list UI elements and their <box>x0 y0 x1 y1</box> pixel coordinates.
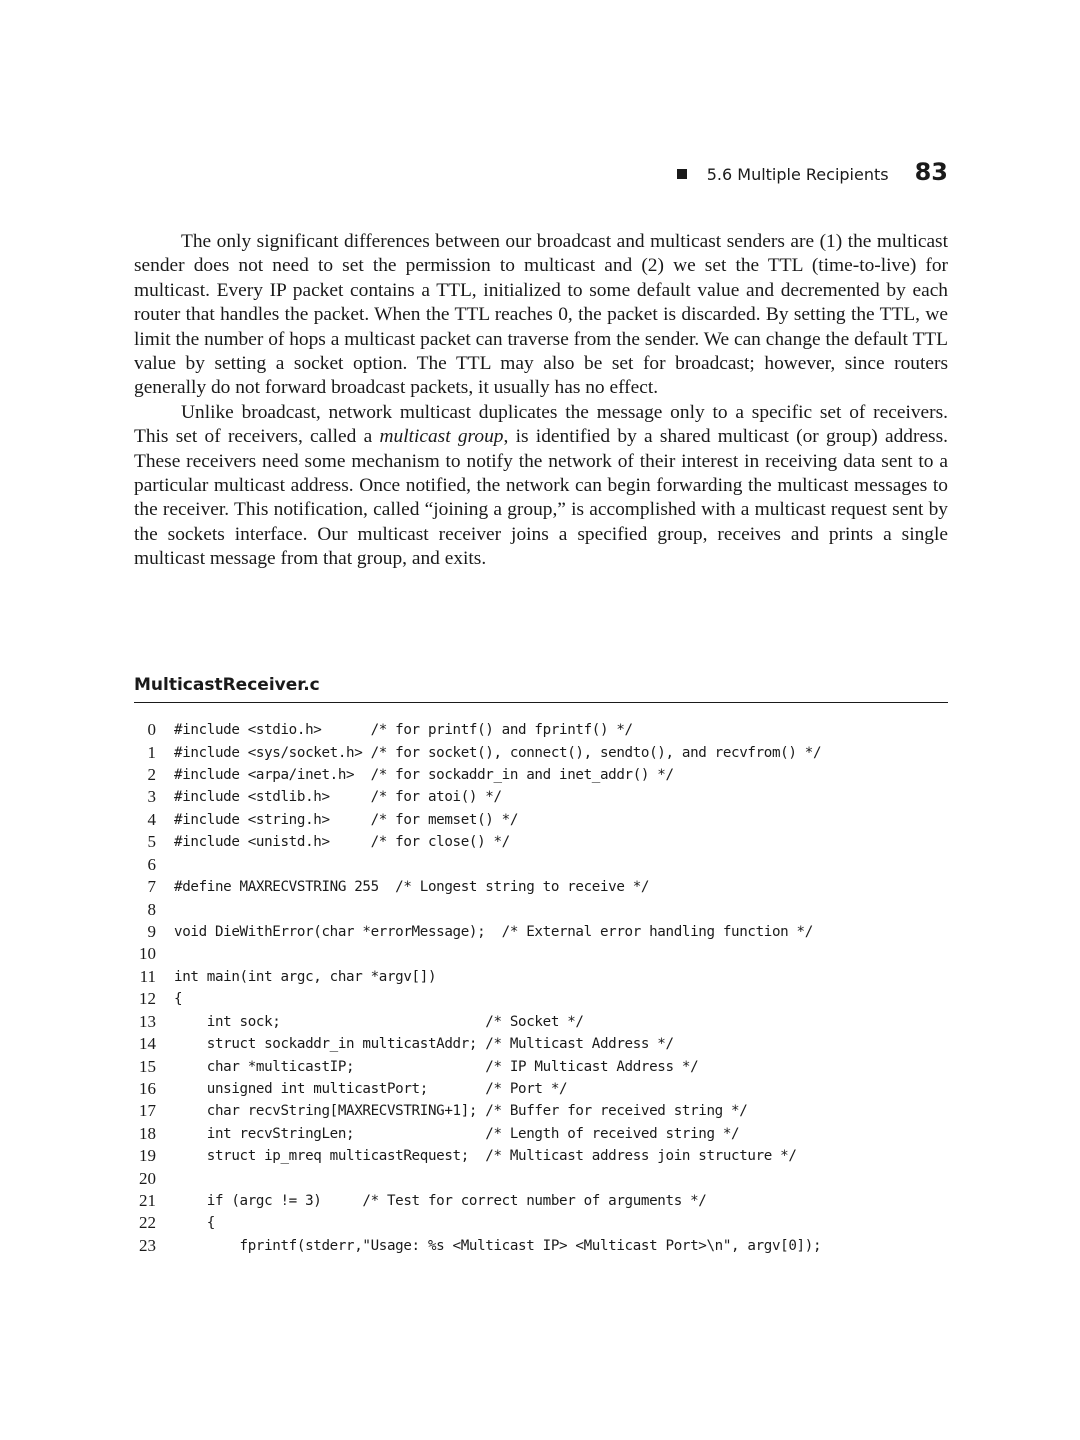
section-title: 5.6 Multiple Recipients <box>706 165 889 184</box>
code-text: { <box>174 1215 215 1232</box>
code-text: int sock; /* Socket */ <box>174 1013 584 1030</box>
line-number: 7 <box>147 877 156 897</box>
code-text: unsigned int multicastPort; /* Port */ <box>174 1080 568 1097</box>
code-line <box>134 1055 948 1077</box>
listing-title: MulticastReceiver.c <box>134 675 320 695</box>
line-number: 12 <box>139 989 156 1009</box>
paragraph-text: , is identified by a shared multicast (or group) address. These receivers need some mechanism to notify the network of their interest in receiving data sent to a particular multicast address. Once notified, the network can begin forwarding the multicast messages to the receiver. This notification, called “joining a group,” is accomplished with a multicast request sent by the sockets interface. Our multicast receiver joins a specified group, receives and prints a single multicast message from that group, and exits. <box>134 426 948 570</box>
code-text: #include <stdlib.h> /* for atoi() */ <box>174 789 502 806</box>
listing-rule <box>134 702 948 703</box>
line-number: 3 <box>147 787 156 807</box>
paragraph-text: Unlike broadcast, network multicast duplicates the message only to a specific set of receivers. This set of receivers, called a <box>134 401 948 448</box>
code-text: if (argc != 3) /* Test for correct number of arguments */ <box>174 1193 707 1210</box>
code-text: #include <arpa/inet.h> /* for sockaddr_in and inet_addr() */ <box>174 767 674 784</box>
line-number: 21 <box>139 1191 156 1211</box>
line-number: 23 <box>139 1235 156 1255</box>
code-line <box>134 966 948 988</box>
line-number: 17 <box>139 1101 156 1121</box>
code-line <box>134 1010 948 1032</box>
paragraph-ttl: The only significant differences between our broadcast and multicast senders are (1) the multicast sender does not need to set the permission to multicast and (2) we set the TTL (time-to-live) for multicast. Every IP packet contains a TTL, initialized to some default value and decremented by each router that handles the packet. When the TTL reaches 0, the packet is discarded. By setting the TTL, we limit the number of hops a multicast packet can traverse from the sender. We can change the default TTL value by setting a socket option. The TTL may also be set for broadcast; however, since routers generally do not forward broadcast packets, it usually has no effect. <box>134 231 948 399</box>
code-line <box>134 1123 948 1145</box>
code-line <box>134 1145 948 1167</box>
line-number: 9 <box>147 922 156 941</box>
code-line <box>134 1212 948 1234</box>
code-text: { <box>174 991 183 1008</box>
line-number: 4 <box>147 809 156 829</box>
code-line <box>134 854 948 876</box>
code-line <box>134 988 948 1010</box>
code-text: #include <stdio.h> /* for printf() and fprintf() */ <box>174 722 633 739</box>
code-line <box>134 876 948 898</box>
code-text: #include <unistd.h> /* for close() */ <box>174 834 510 851</box>
code-line <box>134 831 948 853</box>
code-line <box>134 943 948 965</box>
paragraph-multicast-group <box>134 401 948 572</box>
line-number: 22 <box>139 1213 156 1233</box>
line-number: 5 <box>147 832 156 852</box>
code-line <box>134 1235 948 1257</box>
line-number: 19 <box>139 1146 156 1166</box>
code-line <box>134 741 948 763</box>
code-text: #include <sys/socket.h> /* for socket(), connect(), sendto(), and recvfrom() */ <box>174 744 822 761</box>
code-text: struct sockaddr_in multicastAddr; /* Multicast Address */ <box>174 1036 674 1053</box>
page-number: 83 <box>914 158 948 186</box>
line-number: 1 <box>147 742 156 762</box>
code-text: char *multicastIP; /* IP Multicast Address */ <box>174 1058 699 1075</box>
square-bullet-icon <box>677 169 687 179</box>
code-text: #define MAXRECVSTRING 255 /* Longest string to receive */ <box>174 879 650 896</box>
code-line <box>134 1100 948 1122</box>
code-line <box>134 898 948 920</box>
emphasized-term: multicast group <box>379 426 504 448</box>
line-number: 0 <box>147 720 156 740</box>
body-text <box>134 230 948 572</box>
line-number: 11 <box>139 966 156 986</box>
line-number: 2 <box>147 765 156 785</box>
running-head <box>677 158 948 192</box>
line-number: 18 <box>139 1123 156 1143</box>
code-text: #include <string.h> /* for memset() */ <box>174 811 519 828</box>
code-line <box>134 921 948 943</box>
code-text: void DieWithError(char *errorMessage); /* External error handling function */ <box>174 924 813 940</box>
code-text: int main(int argc, char *argv[]) <box>174 968 437 985</box>
line-number: 14 <box>139 1034 156 1054</box>
code-line <box>134 1190 948 1212</box>
line-number: 15 <box>139 1056 156 1076</box>
code-line <box>134 1078 948 1100</box>
line-number: 13 <box>139 1011 156 1031</box>
code-line <box>134 1167 948 1189</box>
code-text: struct ip_mreq multicastRequest; /* Multicast address join structure */ <box>174 1148 797 1165</box>
line-number: 16 <box>139 1078 156 1098</box>
line-number: 6 <box>147 854 156 874</box>
code-line <box>134 786 948 808</box>
code-line <box>134 1033 948 1055</box>
code-text: int recvStringLen; /* Length of received string */ <box>174 1125 740 1142</box>
code-text: fprintf(stderr,"Usage: %s <Multicast IP> <Multicast Port>\n", argv[0]); <box>174 1237 822 1254</box>
code-line <box>134 809 948 831</box>
code-line <box>134 764 948 786</box>
line-number: 20 <box>139 1168 156 1188</box>
code-text: char recvString[MAXRECVSTRING+1]; /* Buffer for received string */ <box>174 1103 748 1120</box>
line-number: 8 <box>147 899 156 919</box>
code-listing <box>134 719 948 1257</box>
code-line <box>134 719 948 741</box>
line-number: 10 <box>139 944 156 964</box>
